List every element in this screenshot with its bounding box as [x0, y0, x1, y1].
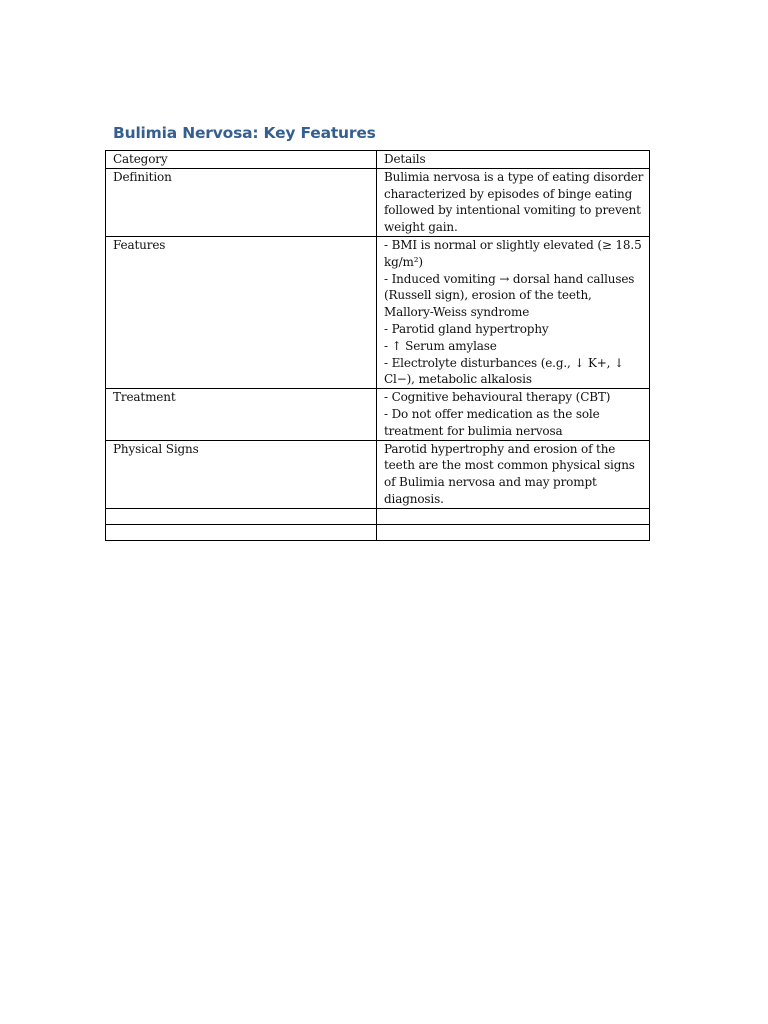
row-details: [377, 440, 650, 508]
table-row-treatment: [106, 389, 650, 440]
header-category: Category: [106, 151, 377, 169]
header-details: Details: [377, 151, 650, 169]
detail-line: - Parotid gland hypertrophy: [384, 321, 549, 336]
row-category: [106, 524, 377, 540]
row-details: [377, 524, 650, 540]
row-details: [377, 389, 650, 440]
table-row-physical-signs: [106, 440, 650, 508]
row-category: Features: [106, 236, 377, 388]
key-features-table: [105, 150, 650, 541]
row-category: Definition: [106, 168, 377, 236]
detail-line: - Cognitive behavioural therapy (CBT): [384, 390, 611, 405]
detail-line: Bulimia nervosa is a type of eating disorder characterized by episodes of binge eating followed by intentional vomiting to prevent weight gain.: [384, 169, 644, 235]
table-row-features: [106, 236, 650, 388]
row-details: [377, 168, 650, 236]
table-row-definition: [106, 168, 650, 236]
detail-line: - ↑ Serum amylase: [384, 338, 497, 353]
row-category: Treatment: [106, 389, 377, 440]
table-row-empty: [106, 508, 650, 524]
detail-line: Parotid hypertrophy and erosion of the teeth are the most common physical signs of Bulimia nervosa and may prompt diagnosis.: [384, 441, 635, 506]
detail-line: - BMI is normal or slightly elevated (≥ 18.5 kg/m²): [384, 237, 642, 269]
row-details: [377, 236, 650, 388]
row-category: Physical Signs: [106, 440, 377, 508]
detail-line: - Do not offer medication as the sole treatment for bulimia nervosa: [384, 406, 600, 438]
detail-line: - Induced vomiting → dorsal hand calluses (Russell sign), erosion of the teeth, Mallory-Weiss syndrome: [384, 271, 635, 320]
row-details: [377, 508, 650, 524]
table-header-row: [106, 151, 650, 169]
row-category: [106, 508, 377, 524]
table-row-empty: [106, 524, 650, 540]
detail-line: - Electrolyte disturbances (e.g., ↓ K+, ↓ Cl−), metabolic alkalosis: [384, 355, 624, 387]
page-title: Bulimia Nervosa: Key Features: [113, 124, 376, 142]
